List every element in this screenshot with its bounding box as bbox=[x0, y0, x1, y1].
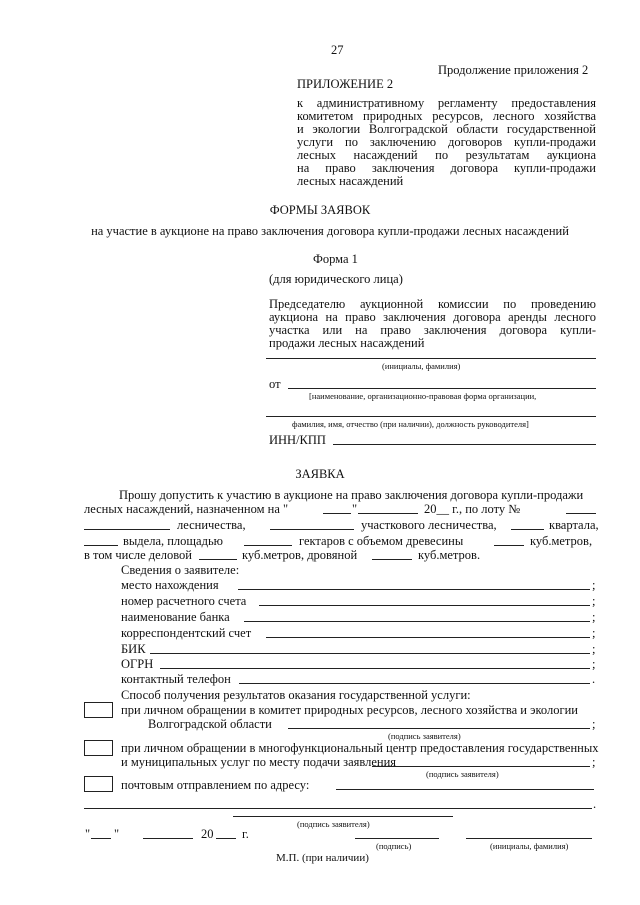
semicolon: ; bbox=[592, 755, 596, 769]
field-label: корреспондентский счет bbox=[121, 626, 252, 640]
appendix-line: на право заключения договора купли-продажи bbox=[297, 161, 596, 175]
field-label: наименование банка bbox=[121, 610, 230, 624]
option-mfc-checkbox[interactable] bbox=[84, 740, 113, 756]
date-quote-open: " bbox=[85, 827, 91, 841]
form-for: (для юридического лица) bbox=[269, 272, 403, 286]
mfc-signature-line[interactable] bbox=[372, 766, 590, 767]
addressee-line: участка или на право заключения договора купли- bbox=[269, 323, 596, 337]
signature-line[interactable] bbox=[355, 838, 439, 839]
day-blank[interactable] bbox=[323, 513, 351, 514]
option-mfc-line-2: и муниципальных услуг по месту подачи заявления bbox=[121, 755, 397, 769]
body-line-2c: 20__ г., по лоту № bbox=[424, 502, 521, 516]
continuation-note: Продолжение приложения 2 bbox=[438, 63, 589, 77]
committee-signature-line[interactable] bbox=[288, 728, 590, 729]
business-wood-blank[interactable] bbox=[199, 559, 237, 560]
from-label: от bbox=[269, 377, 281, 391]
volume-blank[interactable] bbox=[494, 545, 524, 546]
forms-title: ФОРМЫ ЗАЯВОК bbox=[269, 203, 371, 217]
field-label: БИК bbox=[121, 642, 146, 656]
field-label: номер расчетного счета bbox=[121, 594, 247, 608]
section-blank[interactable] bbox=[84, 545, 118, 546]
initials-hint: (инициалы, фамилия) bbox=[382, 361, 461, 371]
bik-input[interactable] bbox=[150, 653, 590, 654]
field-end: . bbox=[592, 672, 596, 686]
month-blank[interactable] bbox=[358, 513, 418, 514]
corr-account-input[interactable] bbox=[266, 637, 590, 638]
signature-hint: (подпись заявителя) bbox=[388, 731, 461, 741]
option-mail-label: почтовым отправлением по адресу: bbox=[121, 778, 310, 792]
signature-hint: (подпись заявителя) bbox=[297, 819, 370, 829]
inn-line[interactable] bbox=[333, 444, 596, 445]
initials-line[interactable] bbox=[266, 358, 596, 359]
date-year: 20 bbox=[201, 827, 214, 841]
inn-label: ИНН/КПП bbox=[269, 433, 326, 447]
ogrn-input[interactable] bbox=[160, 668, 590, 669]
full-name-line[interactable] bbox=[466, 838, 592, 839]
head-line[interactable] bbox=[266, 416, 596, 417]
applicant-heading: Сведения о заявителе: bbox=[121, 563, 240, 577]
mail-address-input[interactable] bbox=[336, 789, 594, 790]
stamp-note: М.П. (при наличии) bbox=[276, 852, 369, 864]
mail-address-input-2[interactable] bbox=[84, 808, 592, 809]
area-blank[interactable] bbox=[244, 545, 292, 546]
district-forestry-blank[interactable] bbox=[270, 529, 354, 530]
body-line-1: Прошу допустить к участию в аукционе на право заключения договора купли-продажи bbox=[119, 488, 584, 502]
bank-input[interactable] bbox=[244, 621, 590, 622]
body-line-2b: " bbox=[352, 502, 358, 516]
appendix-line: лесных насаждений bbox=[297, 174, 404, 188]
body-line-5b: куб.метров, дровяной bbox=[242, 548, 358, 562]
body-line-4a: выдела, площадью bbox=[123, 534, 223, 548]
field-end: ; bbox=[592, 657, 596, 671]
organization-line[interactable] bbox=[288, 388, 596, 389]
appendix-title: ПРИЛОЖЕНИЕ 2 bbox=[297, 77, 394, 91]
forms-subtitle: на участие в аукционе на право заключения договора купли-продажи лесных насаждений bbox=[91, 224, 569, 238]
body-line-3a: лесничества, bbox=[177, 518, 246, 532]
organization-hint: [наименование, организационно-правовая форма организации, bbox=[309, 391, 537, 401]
page-number: 27 bbox=[331, 43, 344, 57]
date-year-suffix: г. bbox=[242, 827, 249, 841]
field-end: ; bbox=[592, 626, 596, 640]
option-committee-line-2: Волгоградской области bbox=[148, 717, 272, 731]
field-end: ; bbox=[592, 642, 596, 656]
addressee-line: аукциона на право заключения договора аренды лесного bbox=[269, 310, 596, 324]
option-committee-line-1: при личном обращении в комитет природных ресурсов, лесного хозяйства и экологии bbox=[121, 703, 578, 717]
application-title: ЗАЯВКА bbox=[295, 467, 345, 481]
body-line-5c: куб.метров. bbox=[418, 548, 481, 562]
mail-signature-line[interactable] bbox=[233, 816, 453, 817]
form-name: Форма 1 bbox=[313, 252, 358, 266]
body-line-2a: лесных насаждений, назначенном на " bbox=[84, 502, 289, 516]
date-day-blank[interactable] bbox=[91, 838, 111, 839]
appendix-line: комитетом природных ресурсов, лесного хозяйства bbox=[297, 109, 596, 123]
field-label: ОГРН bbox=[121, 657, 154, 671]
field-end: ; bbox=[592, 578, 596, 592]
body-line-5a: в том числе деловой bbox=[84, 548, 192, 562]
head-hint: фамилия, имя, отчество (при наличии), должность руководителя] bbox=[292, 419, 529, 429]
forestry-blank[interactable] bbox=[84, 529, 170, 530]
appendix-line: лесных насаждений по результатам аукциона bbox=[297, 148, 596, 162]
full-name-hint: (инициалы, фамилия) bbox=[490, 841, 569, 851]
field-end: ; bbox=[592, 594, 596, 608]
addressee-line: продажи лесных насаждений bbox=[269, 336, 425, 350]
field-label: место нахождения bbox=[121, 578, 219, 592]
appendix-line: к административному регламенту предоставления bbox=[297, 96, 596, 110]
body-line-4b: гектаров с объемом древесины bbox=[299, 534, 464, 548]
field-end: ; bbox=[592, 610, 596, 624]
lot-blank[interactable] bbox=[566, 513, 596, 514]
signature-hint: (подпись) bbox=[376, 841, 412, 851]
addressee-line: Председателю аукционной комиссии по проведению bbox=[269, 297, 596, 311]
option-mail-checkbox[interactable] bbox=[84, 776, 113, 792]
body-line-3b: участкового лесничества, bbox=[361, 518, 497, 532]
date-month-blank[interactable] bbox=[143, 838, 193, 839]
appendix-line: услуги по заключению договоров купли-продажи bbox=[297, 135, 596, 149]
option-committee-checkbox[interactable] bbox=[84, 702, 113, 718]
location-input[interactable] bbox=[238, 589, 590, 590]
method-heading: Способ получения результатов оказания государственной услуги: bbox=[121, 688, 471, 702]
signature-hint: (подпись заявителя) bbox=[426, 769, 499, 779]
appendix-line: и экологии Волгоградской области государственной bbox=[297, 122, 596, 136]
option-mfc-line-1: при личном обращении в многофункциональный центр предоставления государственных bbox=[121, 741, 599, 755]
phone-input[interactable] bbox=[239, 683, 590, 684]
period: . bbox=[593, 797, 597, 811]
field-label: контактный телефон bbox=[121, 672, 231, 686]
date-year-blank[interactable] bbox=[216, 838, 236, 839]
body-line-3c: квартала, bbox=[549, 518, 599, 532]
account-input[interactable] bbox=[259, 605, 590, 606]
semicolon: ; bbox=[592, 717, 596, 731]
quarter-blank[interactable] bbox=[511, 529, 544, 530]
date-quote-close: " bbox=[114, 827, 120, 841]
firewood-blank[interactable] bbox=[372, 559, 412, 560]
body-line-4c: куб.метров, bbox=[530, 534, 593, 548]
